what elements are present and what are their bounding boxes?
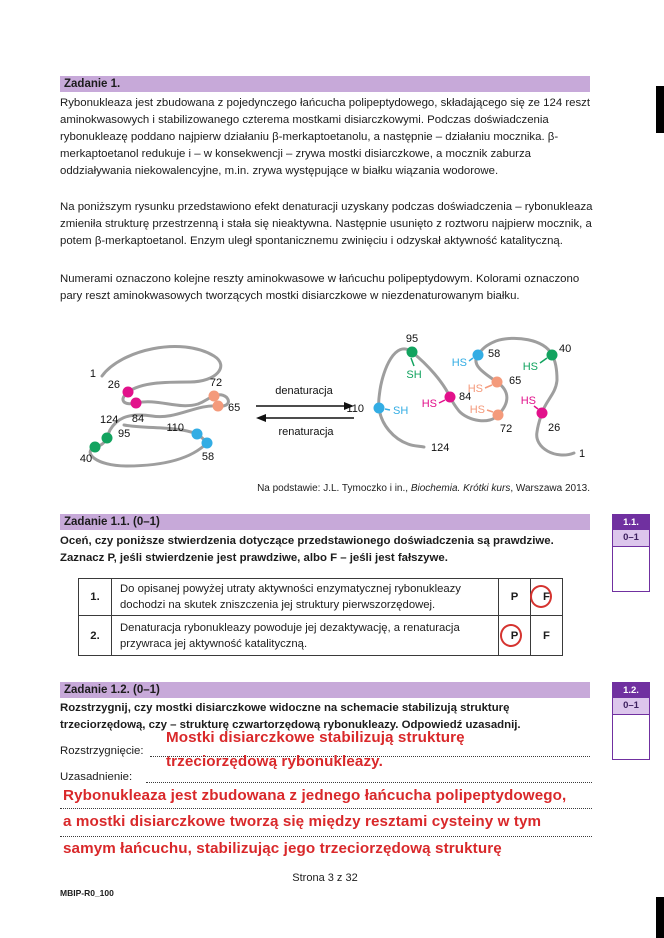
residue-dot-95-denat xyxy=(407,347,418,358)
sheet-code: MBIP-R0_100 xyxy=(60,888,114,898)
residue-label-65-denat: 65 xyxy=(509,375,522,387)
residue-dot-110 xyxy=(192,429,203,440)
task1-paragraph-3: Numerami oznaczono kolejne reszty aminokwasowe w łańcuchu polipeptydowym. Kolorami oznaczono pary reszt aminokwasowych tworzących mostki disiarczkowe w niezdenaturowanym białku. xyxy=(60,273,580,302)
folded-protein xyxy=(80,347,240,466)
residue-label-58-denat: 58 xyxy=(488,348,501,360)
thiol-label-26: HS xyxy=(520,395,536,407)
thiol-stem-65 xyxy=(485,385,492,388)
residue-dot-58-denat xyxy=(473,350,484,361)
task11-score-box-points: 0–1 xyxy=(613,530,649,547)
thiol-label-65: HS xyxy=(467,383,483,395)
residue-label-1: 1 xyxy=(89,368,96,380)
residue-dot-26-denat xyxy=(537,408,548,419)
residue-label-110-denat: 110 xyxy=(346,403,364,415)
row-number: 2. xyxy=(79,616,112,656)
task11-score-box-empty xyxy=(613,547,649,591)
residue-dot-95 xyxy=(102,433,113,444)
task11-score-box-label: 1.1. xyxy=(613,515,649,530)
task11-score-box xyxy=(612,514,650,592)
residue-dot-26 xyxy=(123,387,134,398)
task12-score-box xyxy=(612,682,650,760)
statement-cell: Do opisanej powyżej utraty aktywności enzymatycznej rybonukleazy dochodzi na skutek zniszczenia jej struktury pierwszorzędowej. xyxy=(112,579,499,616)
thiol-stem-95 xyxy=(411,358,414,366)
table-row xyxy=(79,616,563,656)
task11-instruction: Oceń, czy poniższe stwierdzenia dotyczące przedstawionego doświadczenia są prawdziwe. Zaznacz P, jeśli stwierdzenie jest prawdziwe, albo F – jeśli jest fałszywe. xyxy=(60,535,554,564)
justification-answer-line-1[interactable] xyxy=(146,770,592,783)
f-cell[interactable]: F xyxy=(531,579,563,616)
residue-label-110: 110 xyxy=(166,422,184,434)
justification-answer-line-2[interactable] xyxy=(60,796,592,809)
marked-answer-circle-row1-f xyxy=(530,585,552,608)
justification-answer-text-1: Rybonukleaza jest zbudowana z jednego łańcucha polipeptydowego, xyxy=(63,787,567,804)
thiol-stem-84 xyxy=(439,400,445,403)
denatured-protein xyxy=(346,333,585,460)
residue-label-26-denat: 26 xyxy=(548,422,561,434)
task12-instruction: Rozstrzygnij, czy mostki disiarczkowe widoczne na schemacie stabilizują strukturę trzeciorzędową, czy – strukturę czwartorzędową rybonukleazy. Odpowiedź uzasadnij. xyxy=(60,702,521,731)
residue-label-95: 95 xyxy=(118,428,131,440)
residue-label-72: 72 xyxy=(209,377,223,389)
residue-dot-58 xyxy=(202,438,213,449)
edge-mark-bottom xyxy=(656,897,664,938)
denaturation-label: denaturacja xyxy=(275,385,333,397)
task12-header-bar: Zadanie 1.2. (0–1) xyxy=(60,682,590,698)
decision-label: Rozstrzygnięcie: xyxy=(60,745,144,757)
residue-dot-72-denat xyxy=(493,410,504,421)
residue-label-65: 65 xyxy=(228,402,241,414)
source-suffix: , Warszawa 2013. xyxy=(510,483,590,494)
thiol-stem-72 xyxy=(487,410,493,412)
process-arrows xyxy=(256,385,354,438)
residue-label-1-denat: 1 xyxy=(579,448,586,460)
table-row xyxy=(79,579,563,616)
row-number: 1. xyxy=(79,579,112,616)
residue-dot-84-denat xyxy=(445,392,456,403)
p-cell[interactable]: P xyxy=(499,579,531,616)
justification-answer-text-2: a mostki disiarczkowe tworzą się między resztami cysteiny w tym xyxy=(63,813,542,830)
thiol-label-110: SH xyxy=(393,405,409,417)
decision-answer-text-2: trzeciorzędową rybonukleazy. xyxy=(166,753,383,770)
justification-answer-line-3[interactable] xyxy=(60,824,592,837)
residue-label-58: 58 xyxy=(201,451,215,463)
residue-dot-72 xyxy=(209,391,220,402)
residue-label-84: 84 xyxy=(131,413,145,425)
residue-label-40-denat: 40 xyxy=(559,343,572,355)
residue-label-84-denat: 84 xyxy=(459,391,472,403)
decision-answer-text-1: Mostki disiarczkowe stabilizują strukturę xyxy=(166,729,465,746)
marked-answer-circle-row2-p xyxy=(500,624,522,647)
thiol-label-84: HS xyxy=(421,398,437,410)
residue-dot-110-denat xyxy=(374,403,385,414)
source-citation xyxy=(60,483,590,494)
source-title: Biochemia. Krótki kurs xyxy=(410,483,511,494)
task11-header-bar: Zadanie 1.1. (0–1) xyxy=(60,514,590,530)
residue-dot-65 xyxy=(213,401,224,412)
residue-label-26: 26 xyxy=(107,379,120,391)
source-prefix: Na podstawie: J.L. Tymoczko i in., xyxy=(257,483,411,494)
statement-cell: Denaturacja rybonukleazy powoduje jej dezaktywację, a renaturacja przywraca jej aktywność katalityczną. xyxy=(112,616,499,656)
renaturation-label: renaturacja xyxy=(278,426,334,438)
justification-label: Uzasadnienie: xyxy=(60,771,133,783)
thiol-label-40: HS xyxy=(522,361,538,373)
residue-dot-84 xyxy=(131,398,142,409)
task1-paragraph-1: Rybonukleaza jest zbudowana z pojedynczego łańcucha polipeptydowego, składającego się ze 124 reszt aminokwasowych i stabilizowanego czterema mostkami disiarczkowymi. Podczas doświadczenia rybonukleazę poddano najpierw działaniu β-merkaptoetanolu, a następnie – działaniu mocznika. β-merkaptoetanol redukuje i – w konsekwencji – zrywa mostki disiarczkowe, a mocznik zaburza oddziaływania niekowalencyjne, m.in. zrywa występujące w białku wiązania wodorowe. xyxy=(60,97,591,177)
residue-label-95-denat: 95 xyxy=(405,333,419,345)
residue-dot-40 xyxy=(90,442,101,453)
thiol-stem-58 xyxy=(469,358,473,361)
page-number: Strona 3 z 32 xyxy=(292,872,358,884)
task12-score-box-label: 1.2. xyxy=(613,683,649,698)
thiol-stem-110 xyxy=(385,409,390,410)
renaturation-arrowhead xyxy=(256,414,266,422)
edge-mark-top xyxy=(656,86,664,133)
residue-label-124: 124 xyxy=(100,414,119,426)
f-cell[interactable]: F xyxy=(531,616,563,656)
task12-score-box-empty xyxy=(613,715,649,759)
residue-label-124-denat: 124 xyxy=(431,442,450,454)
residue-dot-65-denat xyxy=(492,377,503,388)
thiol-label-58: HS xyxy=(451,357,467,369)
thiol-label-95: SH xyxy=(406,369,422,381)
thiol-stem-40 xyxy=(540,358,547,363)
protein-diagram xyxy=(66,332,596,482)
thiol-label-72: HS xyxy=(469,404,485,416)
p-cell[interactable]: P xyxy=(499,616,531,656)
task12-score-box-points: 0–1 xyxy=(613,698,649,715)
residue-label-72-denat: 72 xyxy=(500,423,513,435)
justification-answer-text-3: samym łańcuchu, stabilizując jego trzeciorzędową strukturę xyxy=(63,840,502,857)
residue-label-40: 40 xyxy=(79,453,93,465)
pf-table xyxy=(78,578,563,656)
residue-dot-40-denat xyxy=(547,350,558,361)
task1-paragraph-2: Na poniższym rysunku przedstawiono efekt denaturacji uzyskany podczas doświadczenia – rybonukleaza zmieniła strukturę przestrzenną i stała się nieaktywna. Następnie usunięto z roztworu najpierw mocznik, a potem β-merkaptoetanol. Enzym uległ spontanicznemu zwinięciu i odzyskał aktywność katalityczną. xyxy=(60,201,593,247)
task1-header-bar: Zadanie 1. xyxy=(60,76,590,92)
